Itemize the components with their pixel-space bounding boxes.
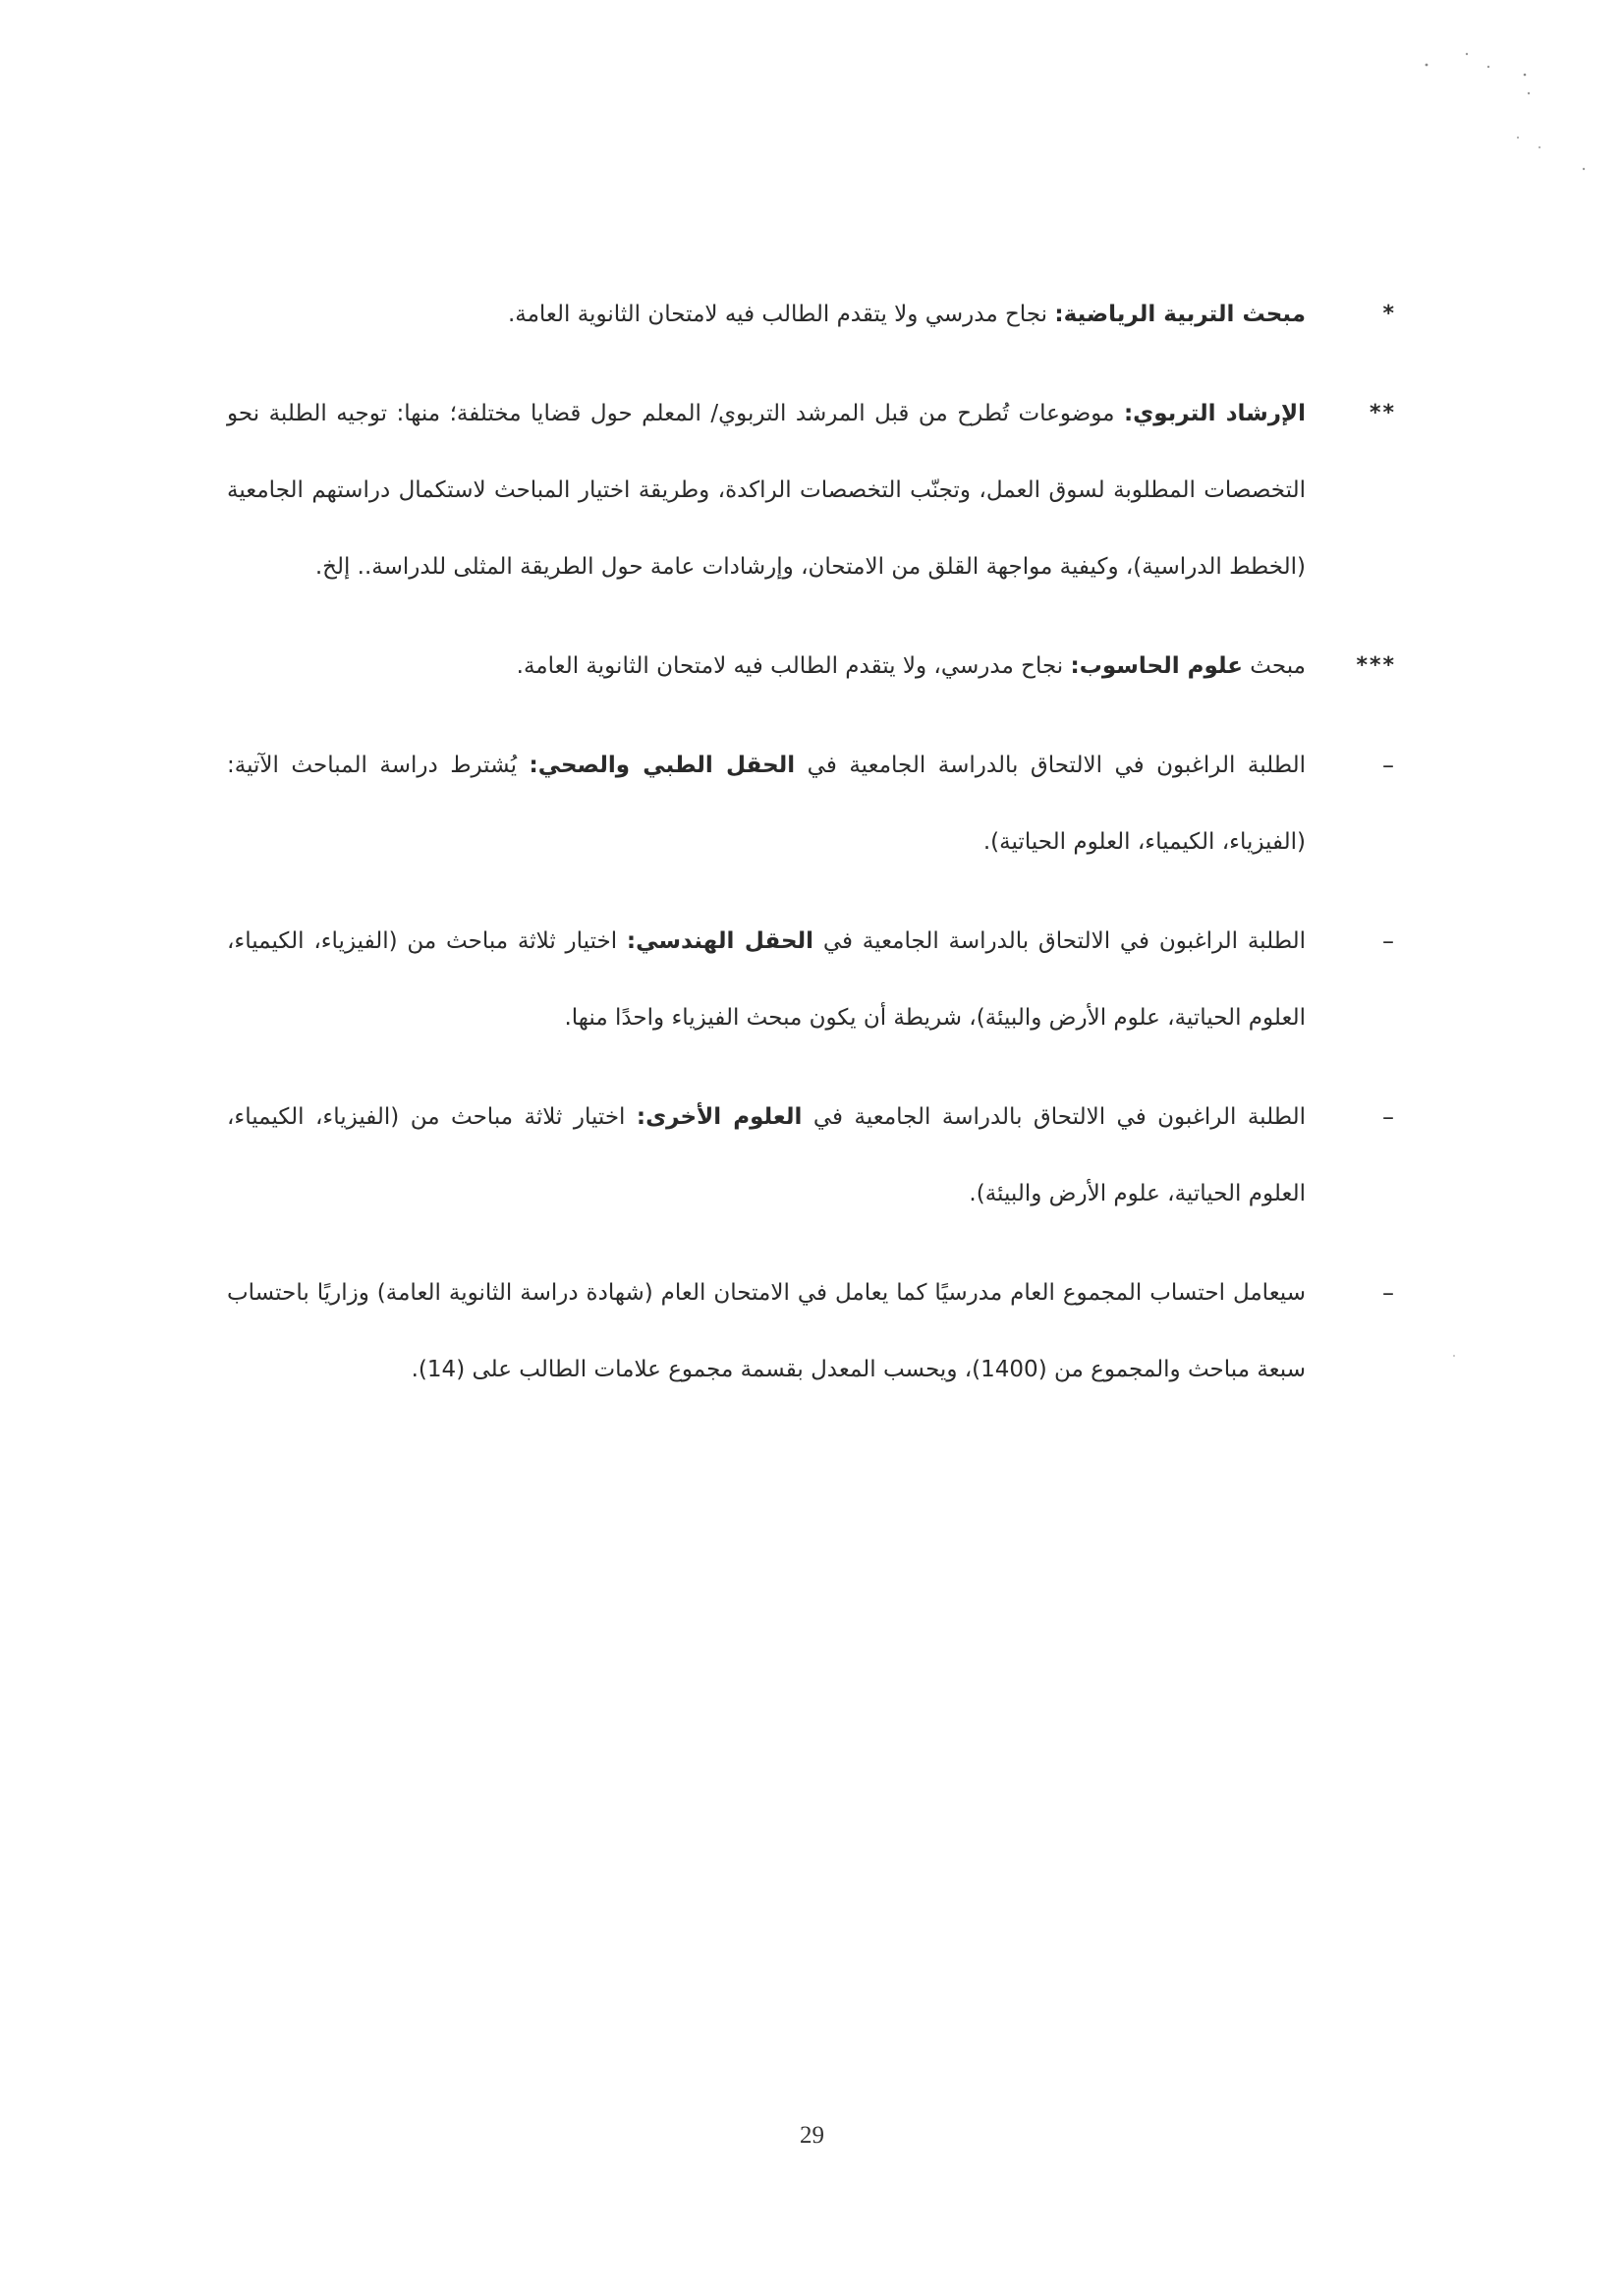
note-marker: –: [1382, 752, 1396, 779]
note-marker: –: [1382, 1103, 1396, 1131]
note-text: اختيار ثلاثة مباحث من (الفيزياء، الكيمياء، العلوم الحياتية، علوم الأرض والبيئة).: [227, 1104, 1306, 1206]
note-prefix: الطلبة الراغبون في الالتحاق بالدراسة الجامعية في: [802, 1104, 1306, 1130]
note-text: سيعامل احتساب المجموع العام مدرسيًا كما يعامل في الامتحان العام (شهادة دراسة الثانوية العامة) وزاريًا باحتساب سبعة مباحث والمجموع من (1400)، ويحسب المعدل بقسمة مجموع علامات الطالب على (14).: [227, 1280, 1306, 1382]
note-term: الحقل الهندسي:: [626, 928, 814, 954]
note-text: نجاح مدرسي ولا يتقدم الطالب فيه لامتحان الثانوية العامة.: [507, 302, 1055, 327]
note-computer-science: [227, 628, 1396, 704]
note-total-calculation: [227, 1255, 1396, 1408]
note-medical-field: [227, 727, 1396, 880]
note-prefix: مبحث: [1242, 653, 1306, 679]
note-marker: –: [1382, 927, 1396, 955]
note-text: اختيار ثلاثة مباحث من (الفيزياء، الكيمياء، العلوم الحياتية، علوم الأرض والبيئة)، شريطة أن يكون مبحث الفيزياء واحدًا منها.: [227, 928, 1306, 1031]
note-marker: –: [1382, 1279, 1396, 1307]
note-text: يُشترط دراسة المباحث الآتية: (الفيزياء، الكيمياء، العلوم الحياتية).: [227, 753, 1306, 855]
note-term: الإرشاد التربوي:: [1123, 401, 1306, 426]
notes-list: [227, 253, 1396, 1430]
note-sports-education: [227, 276, 1396, 353]
note-text: موضوعات تُطرح من قبل المرشد التربوي/ المعلم حول قضايا مختلفة؛ منها: توجيه الطلبة نحو التخصصات المطلوبة لسوق العمل، وتجنّب التخصصات الراكدة، وطريقة اختيار المباحث لاستكمال دراستهم الجامعية (الخطط الدراسية)، وكيفية مواجهة القلق من الامتحان، وإرشادات عامة حول الطريقة المثلى للدراسة.. إلخ.: [227, 401, 1306, 580]
note-term: العلوم الأخرى:: [636, 1104, 803, 1130]
note-prefix: الطلبة الراغبون في الالتحاق بالدراسة الجامعية في: [813, 928, 1306, 954]
note-educational-guidance: [227, 375, 1396, 605]
page-number: 29: [800, 2122, 824, 2149]
note-prefix: الطلبة الراغبون في الالتحاق بالدراسة الجامعية في: [795, 753, 1307, 778]
note-engineering-field: [227, 903, 1396, 1056]
note-marker: ***: [1356, 653, 1396, 678]
note-term: علوم الحاسوب:: [1070, 653, 1243, 679]
note-marker: **: [1369, 401, 1396, 425]
note-text: نجاح مدرسي، ولا يتقدم الطالب فيه لامتحان الثانوية العامة.: [516, 653, 1071, 679]
note-marker: *: [1382, 302, 1396, 326]
note-other-sciences: [227, 1079, 1396, 1232]
note-term: الحقل الطبي والصحي:: [529, 753, 796, 778]
note-term: مبحث التربية الرياضية:: [1054, 302, 1306, 327]
